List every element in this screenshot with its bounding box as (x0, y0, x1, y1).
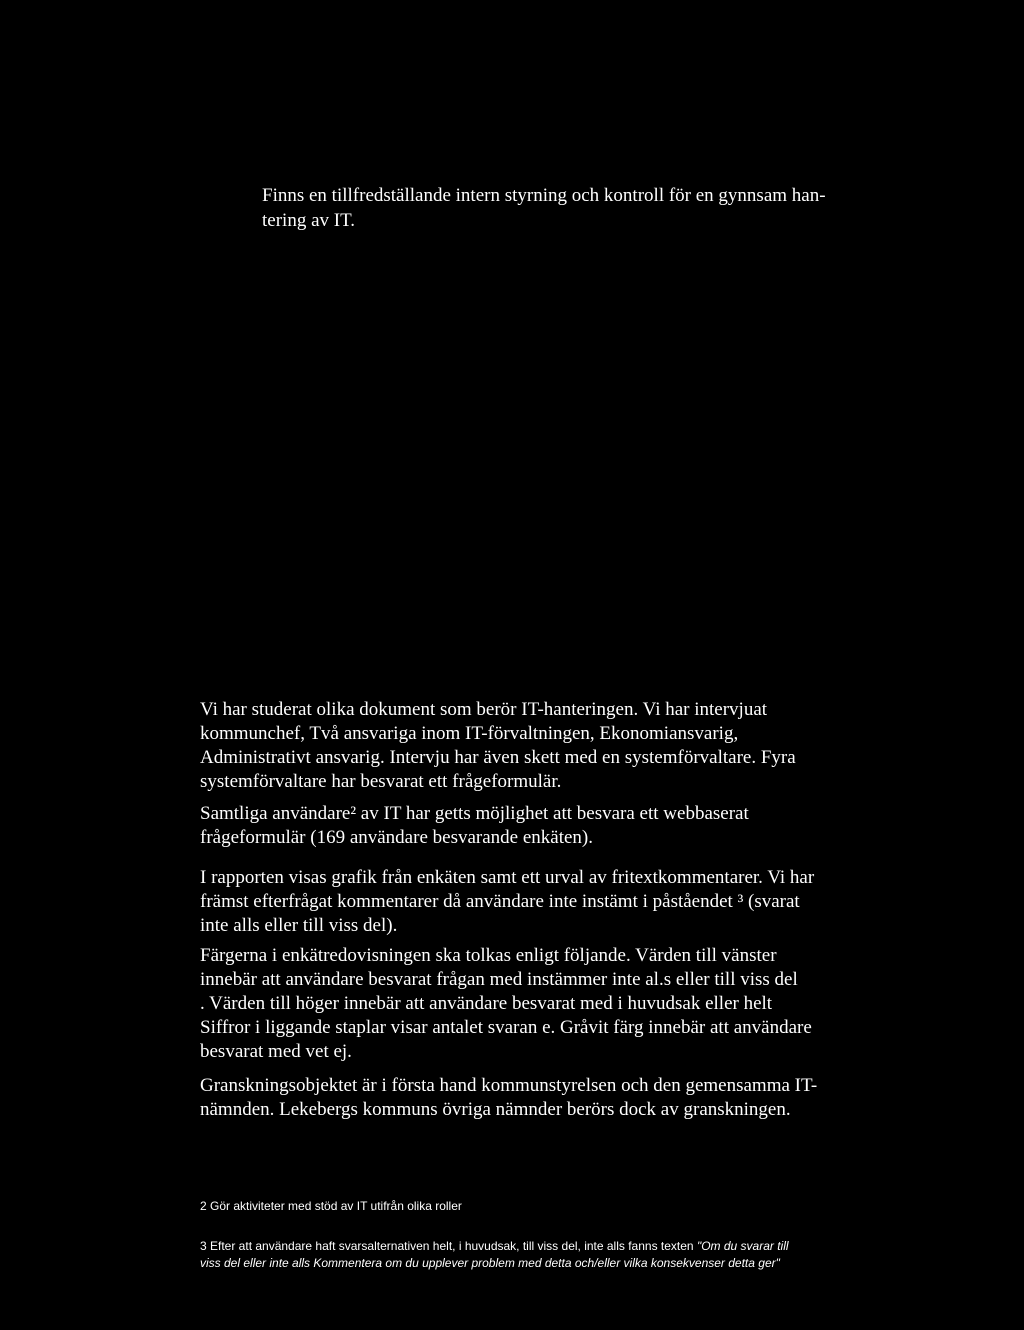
scope-paragraph: Granskningsobjektet är i första hand kommunstyrelsen och den gemensamma IT- nämnden. Lekebergs kommuns övriga nämnder berörs dock av granskningen. (200, 1075, 818, 1120)
footnote-3-quote: "Om du svarar till viss del eller inte alls Kommentera om du upplever problem med detta och/eller vilka konsekvenser detta ger" (200, 1239, 789, 1270)
colors-paragraph: Färgerna i enkätredovisningen ska tolkas enligt följande. Värden till vänster innebär att användare besvarat frågan med instämmer inte al.s eller till viss del . Värden till höger innebär att användare besvarat med i huvudsak eller helt Siffror i liggande staplar visar antalet svaran e. Gråvit färg innebär att användare besvarat med vet ej. (200, 945, 812, 1062)
report-paragraph: I rapporten visas grafik från enkäten samt ett urval av fritextkommentarer. Vi har främst efterfrågat kommentarer då användare inte instämt i påståendet ³ (svarat inte alls eller till viss del). (200, 867, 815, 936)
footnote-3-text: 3 Efter att användare haft svarsalternativen helt, i huvudsak, till viss del, inte alls fanns texten (200, 1239, 697, 1253)
question-heading: Finns en tillfredställande intern styrning och kontroll för en gynnsam han- tering av IT. (262, 185, 826, 231)
method-paragraph: Vi har studerat olika dokument som berör IT-hanteringen. Vi har intervjuat kommunchef, Två ansvariga inom IT-förvaltningen, Ekonomiansvarig, Administrativt ansvarig. Intervju har även skett med en systemförvaltare. Fyra systemförvaltare har besvarat ett frågeformulär. (200, 699, 796, 792)
survey-paragraph: Samtliga användare² av IT har getts möjlighet att besvara ett webbaserat frågeformulär (169 användare besvarande enkäten). (200, 803, 749, 848)
footnote-2: 2 Gör aktiviteter med stöd av IT utifrån olika roller (200, 1199, 462, 1213)
footnote-3 (200, 1238, 900, 1272)
